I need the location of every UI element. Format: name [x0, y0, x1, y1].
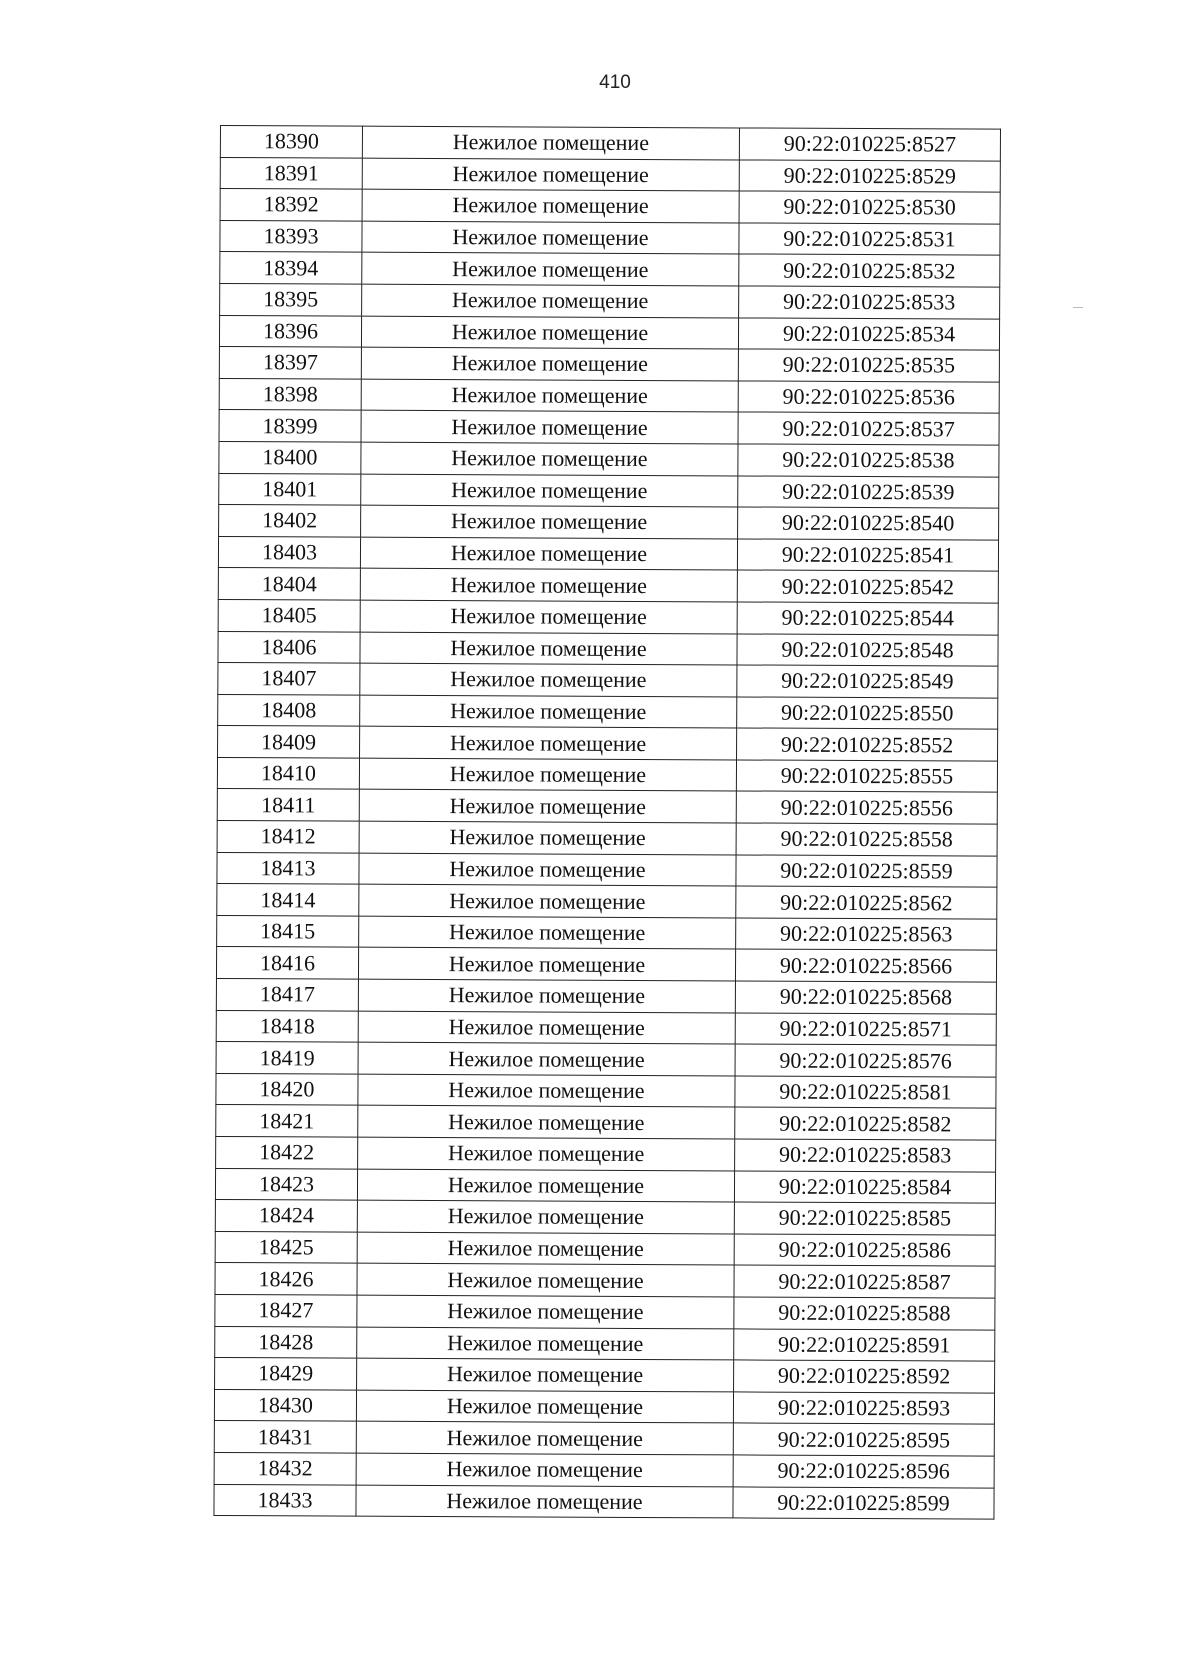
- table-row: [215, 1294, 995, 1329]
- row-number-cell: 18408: [218, 694, 360, 726]
- table-row: [215, 1263, 995, 1298]
- table-row: [216, 1010, 996, 1045]
- table-row: [217, 789, 997, 824]
- cadastral-number-cell: 90:22:010225:8532: [739, 254, 1000, 287]
- object-type-cell: Нежилое помещение: [362, 189, 739, 222]
- object-type-cell: Нежилое помещение: [357, 1169, 734, 1202]
- cadastral-number-cell: 90:22:010225:8552: [737, 728, 998, 761]
- cadastral-number-cell: 90:22:010225:8531: [739, 223, 1000, 256]
- cadastral-number-cell: 90:22:010225:8542: [737, 570, 998, 603]
- cadastral-number-cell: 90:22:010225:8593: [733, 1392, 994, 1425]
- table-row: [219, 441, 999, 476]
- object-type-cell: Нежилое помещение: [357, 1327, 734, 1360]
- cadastral-number-cell: 90:22:010225:8558: [736, 823, 997, 856]
- table-row: [218, 694, 998, 729]
- cadastral-number-cell: 90:22:010225:8530: [739, 191, 1000, 224]
- registry-table: [213, 125, 1001, 1520]
- cadastral-number-cell: 90:22:010225:8576: [735, 1044, 996, 1077]
- table-row: [216, 1136, 996, 1171]
- table-row: [218, 663, 998, 698]
- object-type-cell: Нежилое помещение: [360, 632, 737, 665]
- cadastral-number-cell: 90:22:010225:8592: [734, 1360, 995, 1393]
- table-row: [219, 410, 999, 445]
- table-row: [218, 536, 998, 571]
- object-type-cell: Нежилое помещение: [358, 948, 735, 981]
- table-row: [217, 821, 997, 856]
- object-type-cell: Нежилое помещение: [359, 853, 736, 886]
- cadastral-number-cell: 90:22:010225:8555: [736, 760, 997, 793]
- table-row: [215, 1326, 995, 1361]
- table-row: [215, 1358, 995, 1393]
- row-number-cell: 18415: [217, 915, 359, 947]
- table-row: [220, 126, 1000, 161]
- row-number-cell: 18393: [220, 220, 362, 252]
- object-type-cell: Нежилое помещение: [358, 979, 735, 1012]
- object-type-cell: Нежилое помещение: [358, 1106, 735, 1139]
- object-type-cell: Нежилое помещение: [358, 1011, 735, 1044]
- cadastral-number-cell: 90:22:010225:8540: [738, 507, 999, 540]
- object-type-cell: Нежилое помещение: [361, 379, 738, 412]
- table-row: [216, 1073, 996, 1108]
- table-row: [215, 1168, 995, 1203]
- row-number-cell: 18392: [220, 189, 362, 221]
- cadastral-number-cell: 90:22:010225:8568: [735, 981, 996, 1014]
- row-number-cell: 18394: [220, 252, 362, 284]
- cadastral-number-cell: 90:22:010225:8599: [733, 1486, 994, 1519]
- row-number-cell: 18406: [218, 631, 360, 663]
- object-type-cell: Нежилое помещение: [360, 695, 737, 728]
- object-type-cell: Нежилое помещение: [361, 316, 738, 349]
- object-type-cell: Нежилое помещение: [362, 284, 739, 317]
- row-number-cell: 18396: [219, 315, 361, 347]
- table-row: [219, 315, 999, 350]
- object-type-cell: Нежилое помещение: [359, 821, 736, 854]
- object-type-cell: Нежилое помещение: [359, 916, 736, 949]
- table-row: [219, 378, 999, 413]
- table-row: [218, 599, 998, 634]
- object-type-cell: Нежилое помещение: [356, 1485, 733, 1518]
- row-number-cell: 18404: [218, 568, 360, 600]
- object-type-cell: Нежилое помещение: [358, 1137, 735, 1170]
- cadastral-number-cell: 90:22:010225:8571: [735, 1013, 996, 1046]
- cadastral-number-cell: 90:22:010225:8584: [734, 1171, 995, 1204]
- cadastral-number-cell: 90:22:010225:8585: [734, 1202, 995, 1235]
- row-number-cell: 18418: [216, 1010, 358, 1042]
- table-row: [214, 1484, 994, 1519]
- table-row: [218, 631, 998, 666]
- object-type-cell: Нежилое помещение: [361, 347, 738, 380]
- cadastral-number-cell: 90:22:010225:8544: [737, 602, 998, 635]
- object-type-cell: Нежилое помещение: [358, 1042, 735, 1075]
- row-number-cell: 18397: [219, 347, 361, 379]
- row-number-cell: 18395: [220, 283, 362, 315]
- row-number-cell: 18401: [219, 473, 361, 505]
- cadastral-number-cell: 90:22:010225:8563: [736, 918, 997, 951]
- table-row: [214, 1452, 994, 1487]
- object-type-cell: Нежилое помещение: [356, 1453, 733, 1486]
- table-row: [220, 220, 1000, 255]
- page-number: 410: [599, 72, 631, 93]
- row-number-cell: 18407: [218, 663, 360, 695]
- row-number-cell: 18405: [218, 599, 360, 631]
- cadastral-number-cell: 90:22:010225:8588: [734, 1297, 995, 1330]
- table-row: [218, 568, 998, 603]
- cadastral-number-cell: 90:22:010225:8539: [738, 475, 999, 508]
- row-number-cell: 18424: [215, 1200, 357, 1232]
- object-type-cell: Нежилое помещение: [360, 663, 737, 696]
- row-number-cell: 18410: [217, 757, 359, 789]
- table-row: [220, 157, 1000, 192]
- object-type-cell: Нежилое помещение: [357, 1264, 734, 1297]
- cadastral-number-cell: 90:22:010225:8582: [735, 1107, 996, 1140]
- object-type-cell: Нежилое помещение: [362, 126, 739, 159]
- cadastral-number-cell: 90:22:010225:8548: [737, 633, 998, 666]
- object-type-cell: Нежилое помещение: [357, 1358, 734, 1391]
- object-type-cell: Нежилое помещение: [357, 1295, 734, 1328]
- row-number-cell: 18391: [220, 157, 362, 189]
- cadastral-number-cell: 90:22:010225:8556: [736, 791, 997, 824]
- scan-artifact: [1073, 307, 1083, 308]
- object-type-cell: Нежилое помещение: [360, 726, 737, 759]
- table-row: [219, 347, 999, 382]
- cadastral-number-cell: 90:22:010225:8587: [734, 1265, 995, 1298]
- object-type-cell: Нежилое помещение: [362, 253, 739, 286]
- row-number-cell: 18416: [216, 947, 358, 979]
- object-type-cell: Нежилое помещение: [359, 758, 736, 791]
- object-type-cell: Нежилое помещение: [362, 158, 739, 191]
- cadastral-number-cell: 90:22:010225:8535: [738, 349, 999, 382]
- cadastral-number-cell: 90:22:010225:8566: [735, 949, 996, 982]
- row-number-cell: 18428: [215, 1326, 357, 1358]
- table-row: [216, 947, 996, 982]
- table-row: [220, 189, 1000, 224]
- row-number-cell: 18398: [219, 378, 361, 410]
- row-number-cell: 18425: [215, 1231, 357, 1263]
- cadastral-number-cell: 90:22:010225:8549: [737, 665, 998, 698]
- cadastral-number-cell: 90:22:010225:8534: [738, 318, 999, 351]
- table-row: [219, 473, 999, 508]
- row-number-cell: 18411: [217, 789, 359, 821]
- object-type-cell: Нежилое помещение: [357, 1200, 734, 1233]
- cadastral-number-cell: 90:22:010225:8583: [735, 1139, 996, 1172]
- row-number-cell: 18402: [219, 505, 361, 537]
- object-type-cell: Нежилое помещение: [359, 884, 736, 917]
- table-row: [216, 1042, 996, 1077]
- object-type-cell: Нежилое помещение: [357, 1232, 734, 1265]
- object-type-cell: Нежилое помещение: [360, 600, 737, 633]
- cadastral-number-cell: 90:22:010225:8596: [733, 1455, 994, 1488]
- registry-table-body: [214, 126, 1001, 1520]
- row-number-cell: 18423: [215, 1168, 357, 1200]
- cadastral-number-cell: 90:22:010225:8591: [734, 1328, 995, 1361]
- row-number-cell: 18432: [214, 1452, 356, 1484]
- row-number-cell: 18421: [216, 1105, 358, 1137]
- cadastral-number-cell: 90:22:010225:8536: [738, 381, 999, 414]
- object-type-cell: Нежилое помещение: [361, 474, 738, 507]
- object-type-cell: Нежилое помещение: [359, 790, 736, 823]
- row-number-cell: 18417: [216, 979, 358, 1011]
- table-row: [215, 1200, 995, 1235]
- table-row: [216, 1105, 996, 1140]
- row-number-cell: 18431: [214, 1421, 356, 1453]
- object-type-cell: Нежилое помещение: [361, 411, 738, 444]
- row-number-cell: 18409: [218, 726, 360, 758]
- table-row: [214, 1421, 994, 1456]
- object-type-cell: Нежилое помещение: [360, 537, 737, 570]
- row-number-cell: 18433: [214, 1484, 356, 1516]
- cadastral-number-cell: 90:22:010225:8527: [739, 128, 1000, 161]
- cadastral-number-cell: 90:22:010225:8581: [735, 1076, 996, 1109]
- table-row: [218, 726, 998, 761]
- table-row: [216, 979, 996, 1014]
- cadastral-number-cell: 90:22:010225:8537: [738, 412, 999, 445]
- row-number-cell: 18420: [216, 1073, 358, 1105]
- row-number-cell: 18429: [215, 1358, 357, 1390]
- table-row: [220, 283, 1000, 318]
- row-number-cell: 18426: [215, 1263, 357, 1295]
- object-type-cell: Нежилое помещение: [362, 221, 739, 254]
- cadastral-number-cell: 90:22:010225:8595: [733, 1423, 994, 1456]
- cadastral-number-cell: 90:22:010225:8550: [737, 697, 998, 730]
- row-number-cell: 18427: [215, 1294, 357, 1326]
- row-number-cell: 18400: [219, 441, 361, 473]
- row-number-cell: 18412: [217, 821, 359, 853]
- row-number-cell: 18419: [216, 1042, 358, 1074]
- row-number-cell: 18422: [216, 1136, 358, 1168]
- cadastral-number-cell: 90:22:010225:8562: [736, 886, 997, 919]
- registry-table-container: [213, 125, 1000, 1520]
- cadastral-number-cell: 90:22:010225:8533: [739, 286, 1000, 319]
- table-row: [215, 1231, 995, 1266]
- cadastral-number-cell: 90:22:010225:8541: [737, 539, 998, 572]
- object-type-cell: Нежилое помещение: [356, 1422, 733, 1455]
- row-number-cell: 18390: [220, 126, 362, 158]
- object-type-cell: Нежилое помещение: [361, 505, 738, 538]
- row-number-cell: 18399: [219, 410, 361, 442]
- row-number-cell: 18430: [214, 1389, 356, 1421]
- table-row: [220, 252, 1000, 287]
- row-number-cell: 18413: [217, 852, 359, 884]
- row-number-cell: 18414: [217, 884, 359, 916]
- table-row: [217, 757, 997, 792]
- object-type-cell: Нежилое помещение: [358, 1074, 735, 1107]
- object-type-cell: Нежилое помещение: [361, 442, 738, 475]
- object-type-cell: Нежилое помещение: [360, 568, 737, 601]
- object-type-cell: Нежилое помещение: [356, 1390, 733, 1423]
- cadastral-number-cell: 90:22:010225:8529: [739, 160, 1000, 193]
- cadastral-number-cell: 90:22:010225:8538: [738, 444, 999, 477]
- table-row: [214, 1389, 994, 1424]
- table-row: [217, 915, 997, 950]
- table-row: [217, 852, 997, 887]
- row-number-cell: 18403: [218, 536, 360, 568]
- table-row: [219, 505, 999, 540]
- cadastral-number-cell: 90:22:010225:8586: [734, 1234, 995, 1267]
- cadastral-number-cell: 90:22:010225:8559: [736, 855, 997, 888]
- table-row: [217, 884, 997, 919]
